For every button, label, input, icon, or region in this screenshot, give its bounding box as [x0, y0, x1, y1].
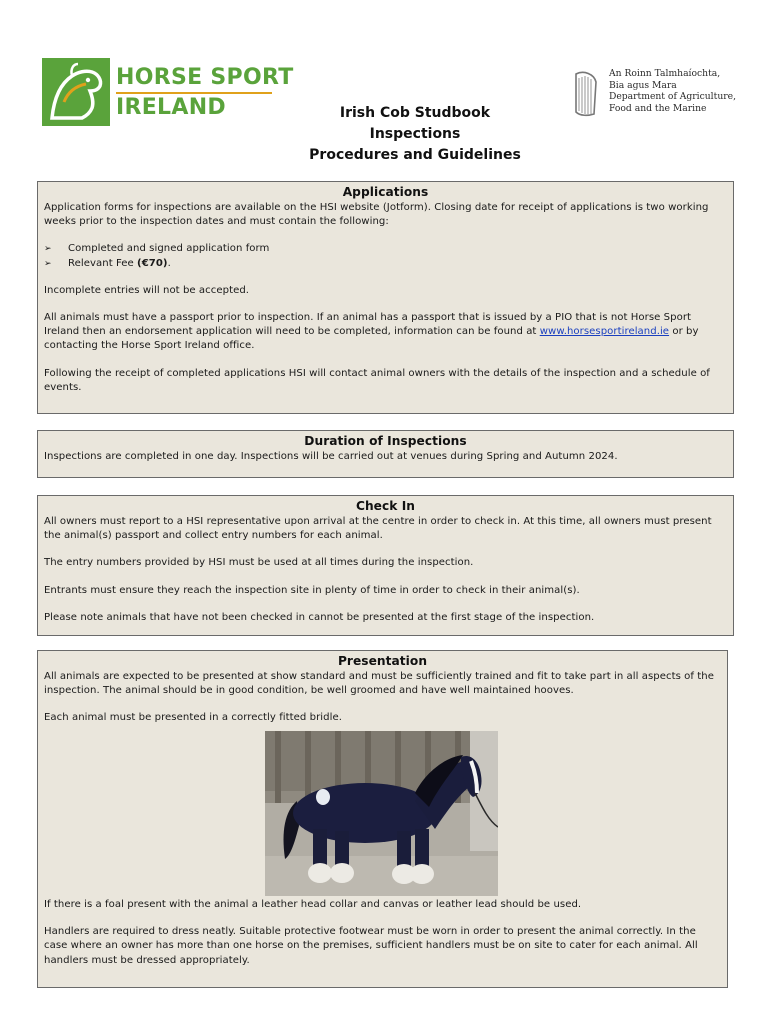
- presentation-continued: [44, 898, 721, 981]
- presentation-section: [37, 650, 728, 988]
- horse-photo: [265, 731, 498, 896]
- horse-head-logo-icon: [42, 58, 110, 126]
- department-of-agriculture-logo: [570, 68, 736, 124]
- paragraph-text: or by contacting the Horse Sport Ireland office.: [44, 326, 699, 352]
- paragraph: Each animal must be presented in a correctly fitted bridle.: [44, 712, 342, 724]
- list-item: [44, 242, 727, 256]
- logo-text-horse-sport: HORSE SPORT: [116, 65, 294, 90]
- section-heading: Presentation: [337, 654, 428, 668]
- logo-divider: [116, 92, 272, 94]
- paragraph: Application forms for inspections are available on the HSI website (Jotform). Closing date for receipt of applications is two working weeks prior to the inspection dates and must contain the following:: [44, 202, 709, 228]
- applications-section: [37, 181, 734, 414]
- document-title: [270, 103, 560, 166]
- department-name-line: Bia agus Mara: [609, 79, 677, 91]
- arrow-bullet-icon: ➢: [44, 244, 52, 255]
- arrow-bullet-icon: ➢: [44, 258, 52, 269]
- harp-icon: [570, 68, 600, 120]
- paragraph: Entrants must ensure they reach the inspection site in plenty of time in order to check in their animal(s).: [44, 584, 580, 596]
- list-item: ➢ Relevant Fee (€70).: [44, 257, 727, 271]
- fee-amount: (€70): [137, 257, 168, 269]
- list-item-text: Relevant Fee: [68, 257, 134, 269]
- paragraph: [44, 311, 727, 354]
- department-name-line: Food and the Marine: [609, 102, 707, 114]
- paragraph-text: All animals must have a passport prior to inspection. If an animal has a passport that is issued by a PIO that is not Horse Sport Ireland then an endorsement application will need to be completed, information can be found at: [44, 312, 692, 338]
- hsi-website-link[interactable]: www.horsesportireland.ie: [539, 326, 670, 338]
- department-name-line: Department of Agriculture,: [609, 91, 736, 102]
- paragraph: All owners must report to a HSI representative upon arrival at the centre in order to check in. At this time, all owners must present the animal(s) passport and collect entry numbers for each animal.: [44, 516, 712, 542]
- paragraph: Incomplete entries will not be accepted.: [44, 284, 250, 296]
- paragraph: Following the receipt of completed applications HSI will contact animal owners with the details of the inspection and a schedule of events.: [44, 367, 710, 393]
- paragraph: All animals are expected to be presented at show standard and must be sufficiently trained and fit to take part in all aspects of the inspection. The animal should be in good condition, be well groomed and have well maintained hooves.: [44, 671, 714, 697]
- title-line: Irish Cob Studbook: [339, 105, 491, 121]
- requirements-list: [44, 242, 727, 270]
- paragraph: Please note animals that have not been checked in cannot be presented at the first stage of the inspection.: [44, 611, 595, 623]
- title-line: Procedures and Guidelines: [309, 147, 521, 163]
- list-item-text: Completed and signed application form: [68, 243, 270, 255]
- paragraph: The entry numbers provided by HSI must be used at all times during the inspection.: [44, 557, 474, 569]
- logo-text-ireland: IRELAND: [116, 95, 226, 120]
- check-in-section: [37, 495, 734, 636]
- department-name-line: An Roinn Talmhaíochta,: [609, 68, 721, 79]
- section-heading: Duration of Inspections: [304, 434, 467, 448]
- paragraph: If there is a foal present with the animal a leather head collar and canvas or leather lead should be used.: [44, 899, 582, 910]
- paragraph: Handlers are required to dress neatly. Suitable protective footwear must be worn in order to present the animal correctly. In the case where an owner has more than one horse on the premises, sufficient handlers must be on site to cater for each animal. All handlers must be dressed appropriately.: [44, 926, 698, 966]
- department-name: [609, 68, 736, 124]
- duration-section: [37, 430, 734, 478]
- section-heading: Applications: [342, 185, 429, 199]
- section-heading: Check In: [355, 499, 416, 513]
- paragraph: Inspections are completed in one day. Inspections will be carried out at venues during Spring and Autumn 2024.: [44, 451, 618, 462]
- title-line: Inspections: [369, 126, 461, 142]
- horse-sport-ireland-logo: [42, 58, 294, 128]
